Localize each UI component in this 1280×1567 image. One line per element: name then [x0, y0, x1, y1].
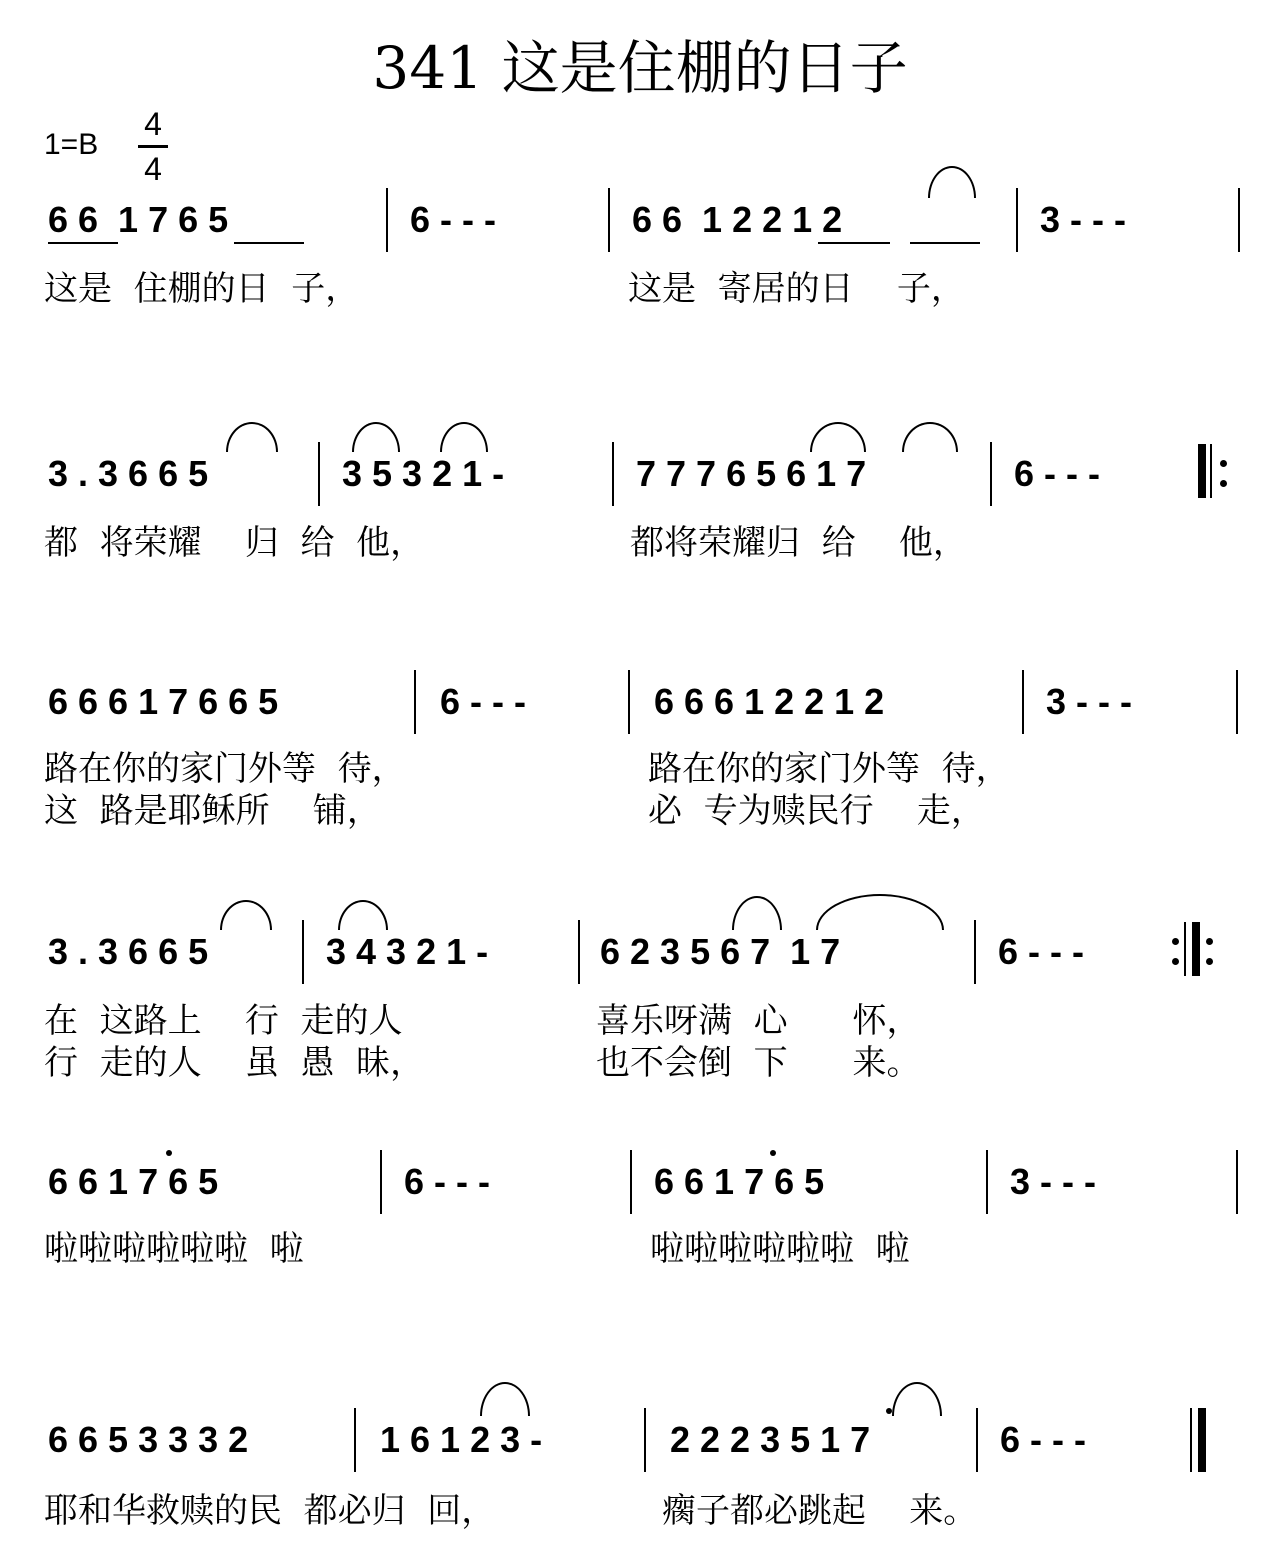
- lyrics-line-4c: 行 走的人 虽 愚 昧，: [44, 1043, 425, 1083]
- octave-dot-high: [886, 1408, 892, 1414]
- slur: [440, 422, 488, 452]
- barline: [354, 1408, 356, 1472]
- repeat-end-thick-bar: [1192, 922, 1200, 976]
- time-signature-bar: [138, 145, 168, 148]
- lyrics-line-1a: 这是 住棚的日 子，: [44, 269, 360, 309]
- slur: [892, 1382, 942, 1416]
- barline: [630, 1150, 632, 1214]
- barline: [302, 920, 304, 984]
- barline: [578, 920, 580, 984]
- barline: [1236, 670, 1238, 734]
- lyrics-line-3a: 路在你的家门外等 待，: [44, 749, 406, 789]
- lyrics-line-5b: 啦啦啦啦啦啦 啦: [650, 1229, 910, 1269]
- lyrics-line-4a: 在 这路上 行 走的人: [44, 1001, 403, 1041]
- lyrics-line-5a: 啦啦啦啦啦啦 啦: [44, 1229, 304, 1269]
- time-signature-bottom: 4: [144, 151, 162, 187]
- slur: [928, 166, 976, 198]
- lyrics-line-6b: 瘸子都必跳起 来。: [662, 1491, 978, 1531]
- barline: [1236, 1150, 1238, 1214]
- repeat-dot: [1206, 938, 1213, 945]
- measure-6-1: 6 6 5 3 3 3 2: [48, 1419, 249, 1460]
- barline: [986, 1150, 988, 1214]
- measure-1-3: 6 6 1 2 2 1 2: [632, 199, 843, 240]
- barline: [1022, 670, 1024, 734]
- barline: [380, 1150, 382, 1214]
- measure-6-3: 2 2 2 3 5 1 7: [670, 1419, 871, 1460]
- measure-6-2: 1 6 1 2 3 -: [380, 1419, 543, 1460]
- repeat-dot: [1172, 938, 1179, 945]
- repeat-start-thick-bar: [1198, 444, 1206, 498]
- measure-5-2: 6 - - -: [404, 1161, 490, 1202]
- slur: [810, 422, 866, 452]
- barline: [1016, 188, 1018, 252]
- measure-4-1: 3 . 3 6 6 5: [48, 931, 209, 972]
- lyrics-line-2a: 都 将荣耀 归 给 他，: [44, 523, 425, 563]
- barline: [414, 670, 416, 734]
- lyrics-line-4d: 也不会倒 下 来。: [596, 1043, 921, 1083]
- lyrics-line-1b: 这是 寄居的日 子，: [628, 269, 965, 309]
- song-title: 341 这是住棚的日子: [372, 34, 908, 102]
- barline: [318, 442, 320, 506]
- measure-4-2: 3 4 3 2 1 -: [326, 931, 489, 972]
- measure-3-4: 3 - - -: [1046, 681, 1132, 722]
- repeat-start-thin-bar: [1210, 444, 1212, 498]
- octave-dot-high: [770, 1150, 776, 1156]
- lyrics-line-3c: 这 路是耶稣所 铺，: [44, 791, 381, 831]
- barline: [644, 1408, 646, 1472]
- measure-2-2: 3 5 3 2 1 -: [342, 453, 505, 494]
- barline: [628, 670, 630, 734]
- slur: [352, 422, 400, 452]
- tie: [816, 894, 944, 930]
- beam-underline: [818, 242, 890, 244]
- lyrics-line-3b: 路在你的家门外等 待，: [648, 749, 1010, 789]
- measure-4-3: 6 2 3 5 6 7 1 7: [600, 931, 841, 972]
- barline: [974, 920, 976, 984]
- measure-5-3: 6 6 1 7 6 5: [654, 1161, 825, 1202]
- barline: [1238, 188, 1240, 252]
- measure-2-3: 7 7 7 6 5 6 1 7: [636, 453, 867, 494]
- key-signature: 1=B: [44, 128, 99, 161]
- barline: [612, 442, 614, 506]
- time-signature-top: 4: [144, 106, 162, 142]
- measure-5-1: 6 6 1 7 6 5: [48, 1161, 219, 1202]
- slur: [226, 422, 278, 452]
- measure-3-3: 6 6 6 1 2 2 1 2: [654, 681, 885, 722]
- lyrics-line-6a: 耶和华救赎的民 都必归 回，: [44, 1491, 496, 1531]
- measure-2-4: 6 - - -: [1014, 453, 1100, 494]
- slur: [480, 1382, 530, 1416]
- measure-3-2: 6 - - -: [440, 681, 526, 722]
- barline: [386, 188, 388, 252]
- measure-5-4: 3 - - -: [1010, 1161, 1096, 1202]
- final-thin-bar: [1190, 1408, 1192, 1472]
- measure-4-4: 6 - - -: [998, 931, 1084, 972]
- beam-underline: [48, 242, 118, 244]
- slur: [732, 896, 782, 930]
- measure-1-4: 3 - - -: [1040, 199, 1126, 240]
- repeat-dot: [1172, 958, 1179, 965]
- barline: [990, 442, 992, 506]
- measure-1-1: 6 6 1 7 6 5: [48, 199, 229, 240]
- lyrics-line-3d: 必 专为赎民行 走，: [648, 791, 985, 831]
- measure-6-4: 6 - - -: [1000, 1419, 1086, 1460]
- slur: [902, 422, 958, 452]
- repeat-end-thin-bar: [1184, 922, 1186, 976]
- repeat-dot: [1220, 460, 1227, 467]
- final-thick-bar: [1198, 1408, 1206, 1472]
- beam-underline: [910, 242, 980, 244]
- measure-3-1: 6 6 6 1 7 6 6 5: [48, 681, 279, 722]
- lyrics-line-2b: 都将荣耀归 给 他，: [630, 523, 967, 563]
- repeat-dot: [1206, 958, 1213, 965]
- repeat-dot: [1220, 480, 1227, 487]
- time-signature: [138, 105, 168, 188]
- slur: [338, 900, 388, 930]
- barline: [608, 188, 610, 252]
- lyrics-line-4b: 喜乐呀满 心 怀，: [596, 1001, 921, 1041]
- octave-dot-high: [166, 1150, 172, 1156]
- barline: [976, 1408, 978, 1472]
- measure-2-1: 3 . 3 6 6 5: [48, 453, 209, 494]
- slur: [220, 900, 272, 930]
- measure-1-2: 6 - - -: [410, 199, 496, 240]
- beam-underline: [234, 242, 304, 244]
